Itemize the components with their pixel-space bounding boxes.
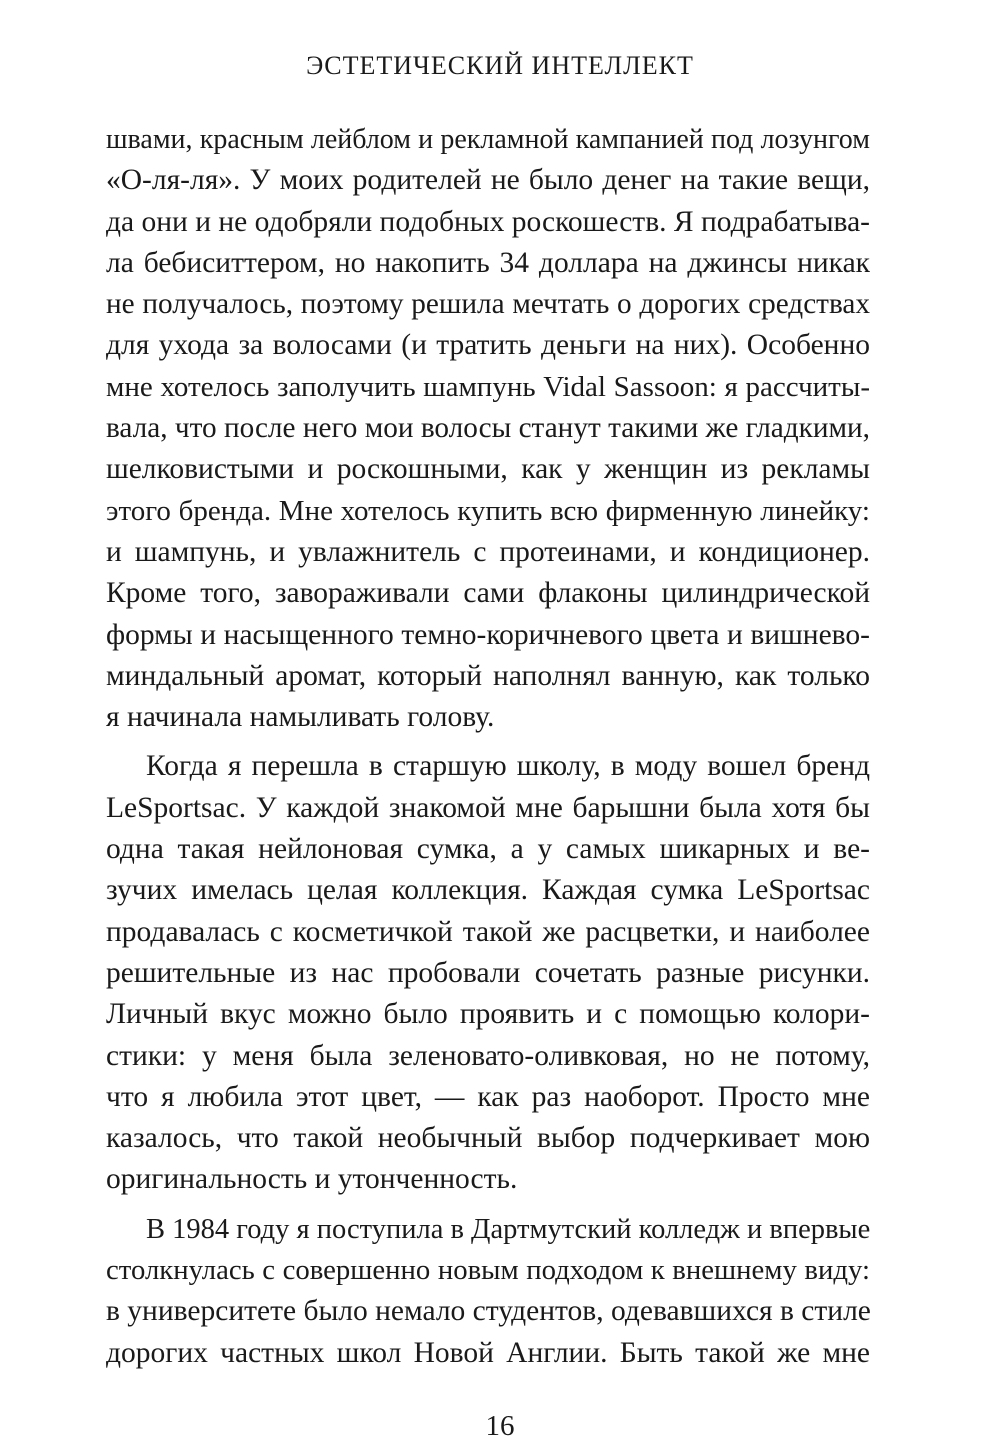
paragraph-gap xyxy=(106,738,870,746)
text-line: ла бебиситтером, но накопить 34 доллара на джинсы никак xyxy=(106,246,870,279)
paragraph-3 xyxy=(106,1209,870,1374)
text-line: Кроме того, завораживали сами флаконы цилиндрической xyxy=(106,577,870,610)
text-line: не получалось, поэтому решила мечтать о дорогих средствах xyxy=(106,288,870,321)
paragraph-1 xyxy=(106,119,870,738)
text-line: что я любила этот цвет, — как раз наоборот. Просто мне xyxy=(106,1080,870,1113)
paragraph-2 xyxy=(106,746,870,1200)
text-line: оригинальность и утонченность. xyxy=(106,1163,518,1196)
text-line: для ухода за волосами (и тратить деньги на них). Особенно xyxy=(106,329,870,362)
running-head: ЭСТЕТИЧЕСКИЙ ИНТЕЛЛЕКТ xyxy=(306,51,694,80)
text-line: В 1984 году я поступила в Дартмутский колледж и впервые xyxy=(146,1213,871,1245)
text-line: Когда я перешла в старшую школу, в моду вошел бренд xyxy=(146,750,870,783)
text-line: LeSportsac. У каждой знакомой мне барышни была хотя бы xyxy=(106,791,870,824)
text-line: я начинала намыливать голову. xyxy=(106,701,495,734)
text-line: мне хотелось заполучить шампунь Vidal Sassoon: я рассчиты- xyxy=(106,370,870,403)
text-line: вала, что после него мои волосы станут такими же гладкими, xyxy=(106,412,870,445)
page-number: 16 xyxy=(485,1410,515,1442)
text-line: миндальный аромат, который наполнял ванную, как только xyxy=(106,659,870,692)
text-line: да они и не одобряли подобных роскошеств. Я подрабатыва- xyxy=(106,205,870,238)
text-line: в университете было немало студентов, одевавшихся в стиле xyxy=(106,1295,871,1328)
text-line: этого бренда. Мне хотелось купить всю фирменную линейку: xyxy=(106,494,870,527)
text-line: зучих имелась целая коллекция. Каждая сумка LeSportsac xyxy=(106,874,870,907)
text-line: и шампунь, и увлажнитель с протеинами, и кондиционер. xyxy=(106,535,870,568)
text-line: одна такая нейлоновая сумка, а у самых шикарных и ве- xyxy=(106,833,870,866)
text-line: швами, красным лейблом и рекламной кампанией под лозунгом xyxy=(106,124,870,155)
text-line: казалось, что такой необычный выбор подчеркивает мою xyxy=(106,1122,870,1155)
text-line: Личный вкус можно было проявить и с помощью колори- xyxy=(106,998,870,1031)
text-line: дорогих частных школ Новой Англии. Быть такой же мне xyxy=(106,1336,870,1369)
text-line: продавалась с косметичкой такой же расцветки, и наиболее xyxy=(106,915,870,948)
text-line: столкнулась с совершенно новым подходом к внешнему виду: xyxy=(106,1254,870,1287)
body-text xyxy=(106,119,870,1374)
text-line: решительные из нас пробовали сочетать разные рисунки. xyxy=(106,956,870,989)
text-line: шелковистыми и роскошными, как у женщин из рекламы xyxy=(106,453,870,486)
paragraph-gap xyxy=(106,1201,870,1209)
text-line: формы и насыщенного темно-коричневого цвета и вишнево- xyxy=(106,618,870,651)
text-line: «О-ля-ля». У моих родителей не было денег на такие вещи, xyxy=(106,164,870,197)
text-line: стики: у меня была зеленовато-оливковая, но не потому, xyxy=(106,1039,870,1072)
